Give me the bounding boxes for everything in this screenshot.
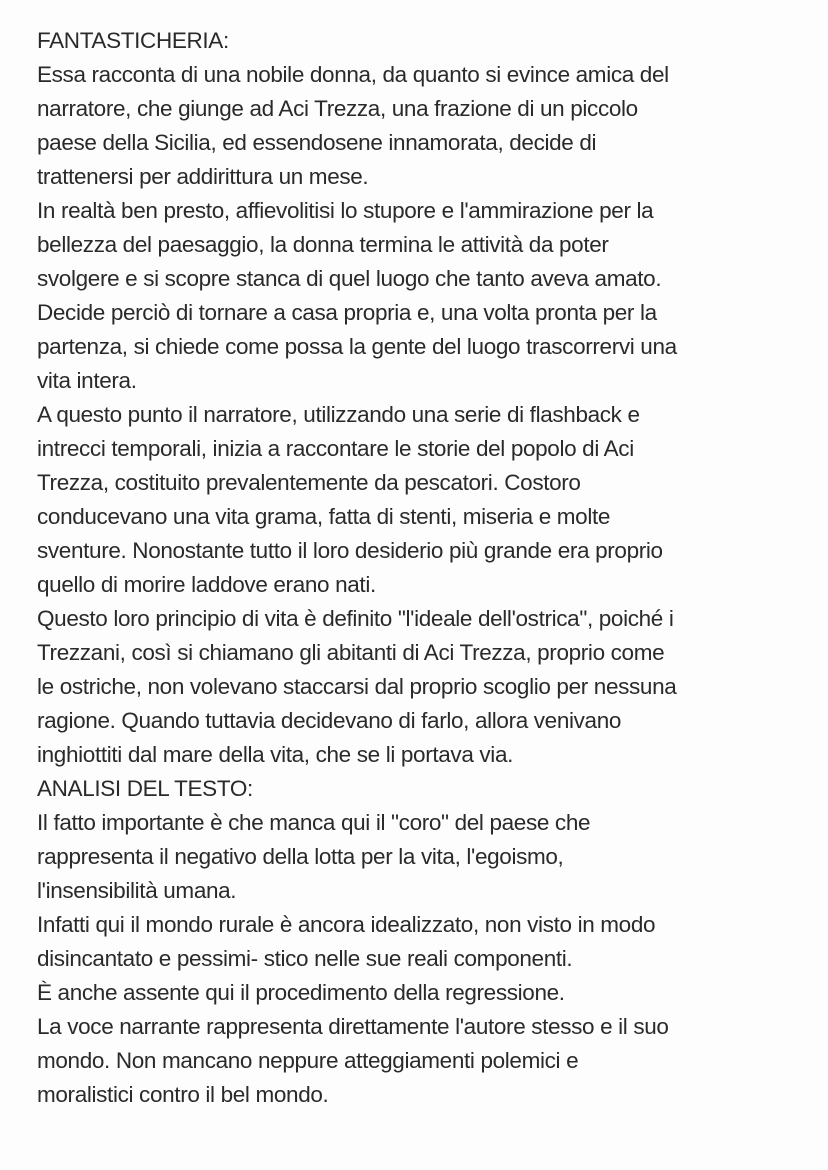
paragraph-2	[37, 194, 797, 398]
text-line: Trezza, costituito prevalentemente da pescatori. Costoro	[37, 470, 581, 495]
text-line: rappresenta il negativo della lotta per la vita, l'egoismo,	[37, 844, 564, 869]
text-line: Trezzani, così si chiamano gli abitanti di Aci Trezza, proprio come	[37, 640, 665, 665]
text-line: Decide perciò di tornare a casa propria e, una volta pronta per la	[37, 300, 657, 325]
text-line: ragione. Quando tuttavia decidevano di farlo, allora venivano	[37, 708, 622, 733]
document-body	[37, 24, 797, 1112]
paragraph-6	[37, 908, 797, 976]
text-line: quello di morire laddove erano nati.	[37, 572, 376, 597]
paragraph-8	[37, 1010, 797, 1112]
text-line: partenza, si chiede come possa la gente del luogo trascorrervi una	[37, 334, 677, 359]
text-line: conducevano una vita grama, fatta di stenti, miseria e molte	[37, 504, 611, 529]
text-line: In realtà ben presto, affievolitisi lo stupore e l'ammirazione per la	[37, 198, 654, 223]
text-line: Essa racconta di una nobile donna, da quanto si evince amica del	[37, 62, 669, 87]
paragraph-1	[37, 58, 797, 194]
text-line: Questo loro principio di vita è definito "l'ideale dell'ostrica", poiché i	[37, 606, 674, 631]
text-line: La voce narrante rappresenta direttamente l'autore stesso e il suo	[37, 1014, 669, 1039]
text-line: disincantato e pessimi- stico nelle sue reali componenti.	[37, 946, 573, 971]
paragraph-7	[37, 976, 797, 1010]
text-line: vita intera.	[37, 368, 137, 393]
text-line: bellezza del paesaggio, la donna termina le attività da poter	[37, 232, 609, 257]
text-line: sventure. Nonostante tutto il loro desiderio più grande era proprio	[37, 538, 663, 563]
text-line: Infatti qui il mondo rurale è ancora idealizzato, non visto in modo	[37, 912, 656, 937]
text-line: trattenersi per addirittura un mese.	[37, 164, 369, 189]
text-line: le ostriche, non volevano staccarsi dal proprio scoglio per nessuna	[37, 674, 677, 699]
text-line: È anche assente qui il procedimento della regressione.	[37, 980, 565, 1005]
text-line: l'insensibilità umana.	[37, 878, 237, 903]
section-heading-fantasticheria: FANTASTICHERIA:	[37, 28, 229, 53]
text-line: mondo. Non mancano neppure atteggiamenti polemici e	[37, 1048, 579, 1073]
text-line: inghiottiti dal mare della vita, che se li portava via.	[37, 742, 514, 767]
text-line: moralistici contro il bel mondo.	[37, 1082, 329, 1107]
paragraph-4	[37, 602, 797, 772]
paragraph-3	[37, 398, 797, 602]
text-line: svolgere e si scopre stanca di quel luogo che tanto aveva amato.	[37, 266, 662, 291]
text-line: paese della Sicilia, ed essendosene innamorata, decide di	[37, 130, 597, 155]
paragraph-5	[37, 806, 797, 908]
text-line: Il fatto importante è che manca qui il "coro" del paese che	[37, 810, 591, 835]
text-line: narratore, che giunge ad Aci Trezza, una frazione di un piccolo	[37, 96, 638, 121]
text-line: A questo punto il narratore, utilizzando una serie di flashback e	[37, 402, 640, 427]
text-line: intrecci temporali, inizia a raccontare le storie del popolo di Aci	[37, 436, 634, 461]
section-heading-analisi: ANALISI DEL TESTO:	[37, 776, 253, 801]
